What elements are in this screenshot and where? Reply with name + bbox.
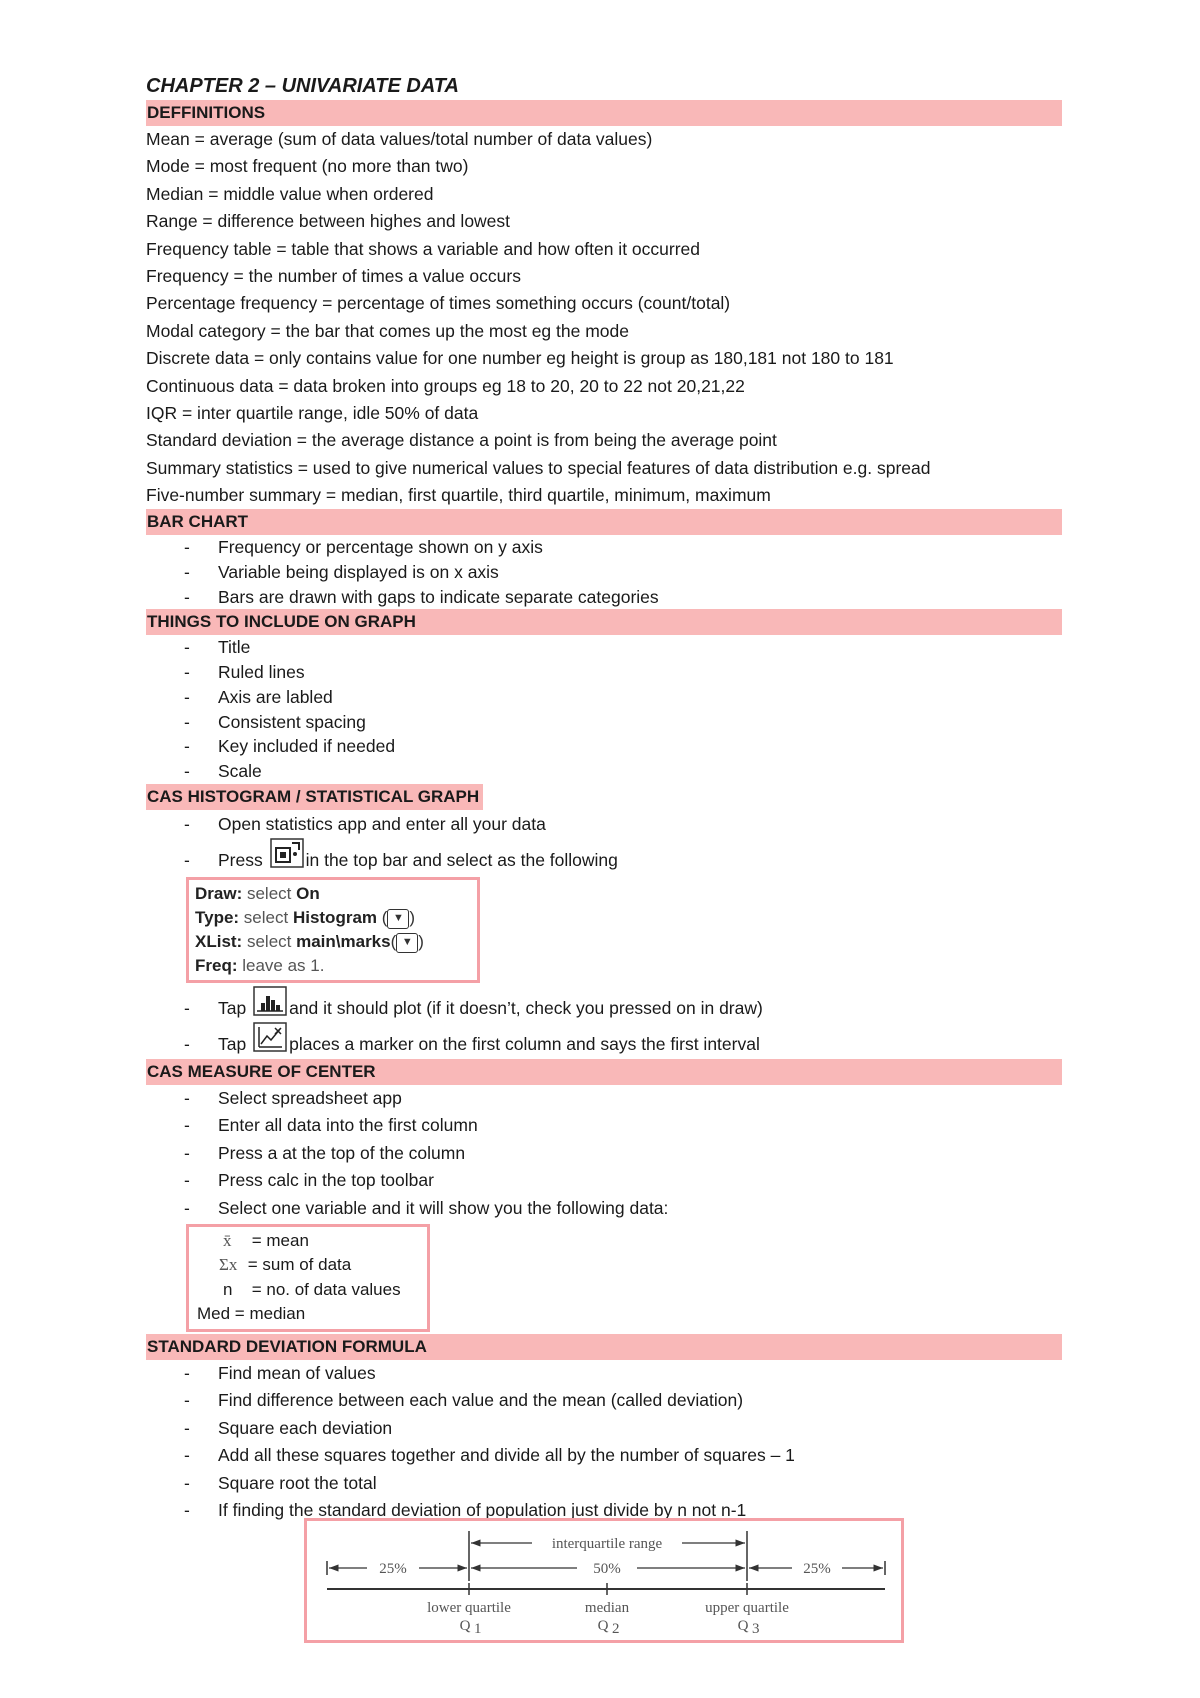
list-item-text: Bars are drawn with gaps to indicate separate categories: [218, 586, 659, 607]
list-item: [146, 1442, 1062, 1469]
q2-symbol: Q: [597, 1618, 609, 1634]
definition-line: Summary statistics = used to give numerical values to special features of data distribution e.g. spread: [146, 457, 931, 478]
list-item: [146, 839, 1062, 875]
list-item: [146, 759, 1062, 784]
settings-row-type: Type: select Histogram ( ▼ ): [195, 908, 416, 928]
list-item: [146, 685, 1062, 710]
summary-stats-box: [186, 1224, 430, 1332]
list-item-text: Ruled lines: [218, 662, 305, 683]
trace-marker-icon: [253, 1022, 287, 1052]
list-item-text: Variable being displayed is on x axis: [218, 562, 499, 583]
stat-symbol: x̄: [223, 1230, 232, 1250]
list-item-text: Tap: [218, 1034, 247, 1055]
definition-line: Median = middle value when ordered: [146, 183, 434, 204]
pct-mid-label: 50%: [593, 1561, 621, 1577]
stat-symbol: n: [223, 1279, 233, 1299]
list-item: [146, 535, 1062, 560]
dropdown-arrow-icon: ▼: [387, 909, 409, 929]
list-item-text: Consistent spacing: [218, 711, 366, 732]
definition-line: Frequency = the number of times a value occurs: [146, 265, 521, 286]
list-item: [146, 1112, 1062, 1139]
dash-bullet: -: [184, 662, 190, 683]
std-dev-list: [146, 1360, 1062, 1524]
histogram-plot-icon: [253, 986, 287, 1016]
dash-bullet: -: [184, 1034, 190, 1055]
settings-row-draw: [195, 882, 471, 906]
dash-bullet: -: [184, 1115, 190, 1136]
list-item-text: Enter all data into the first column: [218, 1115, 478, 1136]
definition-line: Discrete data = only contains value for one number eg height is group as 180,181 not 180 to 181: [146, 348, 894, 369]
list-item-text: places a marker on the first column and says the first interval: [289, 1034, 760, 1055]
stat-row: [197, 1229, 421, 1254]
list-item-text: Press: [218, 850, 263, 871]
dash-bullet: -: [184, 1417, 190, 1438]
dash-bullet: -: [184, 1170, 190, 1191]
stat-symbol: Σx: [219, 1255, 238, 1275]
list-item-text: Open statistics app and enter all your data: [218, 814, 546, 835]
dash-bullet: -: [184, 998, 190, 1019]
q3-symbol: Q: [737, 1618, 749, 1634]
list-item: [146, 987, 1062, 1023]
setting-label: Type:: [195, 908, 240, 928]
stat-text: = sum of data: [243, 1255, 352, 1275]
dash-bullet: -: [184, 1499, 190, 1520]
setting-text: leave as: [237, 956, 311, 976]
list-item-text: Find mean of values: [218, 1362, 376, 1383]
setting-option: On: [296, 884, 320, 904]
list-item: [146, 710, 1062, 735]
list-item-text: Title: [218, 637, 251, 658]
stat-text: = no. of data values: [247, 1279, 401, 1299]
definition-line: Modal category = the bar that comes up the most eg the mode: [146, 320, 629, 341]
stat-row: [197, 1278, 421, 1303]
list-item: [146, 560, 1062, 585]
cas-histogram-list-2: [146, 987, 1062, 1059]
list-item-text: in the top bar and select as the following: [305, 850, 618, 871]
list-item: [146, 1167, 1062, 1194]
section-heading-cas-histogram: CAS HISTOGRAM / STATISTICAL GRAPH: [146, 784, 483, 810]
list-item: [146, 1415, 1062, 1442]
dash-bullet: -: [184, 686, 190, 707]
list-item-text: Key included if needed: [218, 736, 396, 757]
cas-histogram-list: [146, 810, 1062, 875]
setting-option: 1: [310, 956, 320, 976]
setting-label: Freq:: [195, 956, 238, 976]
definition-line: Standard deviation = the average distance a point is from being the average point: [146, 430, 777, 451]
dash-bullet: -: [184, 1142, 190, 1163]
setting-label: XList:: [195, 932, 243, 952]
list-item: [146, 585, 1062, 610]
setting-option: Histogram: [292, 908, 378, 928]
stat-text: = mean: [247, 1230, 309, 1250]
definition-line: IQR = inter quartile range, idle 50% of data: [146, 402, 479, 423]
dash-bullet: -: [184, 736, 190, 757]
setting-text: .: [319, 956, 325, 976]
cas-center-list: [146, 1085, 1062, 1222]
section-heading-graph-include: THINGS TO INCLUDE ON GRAPH: [146, 609, 1062, 635]
list-item-text: Tap: [218, 998, 247, 1019]
list-item: [146, 660, 1062, 685]
dash-bullet: -: [184, 711, 190, 732]
definition-line: Range = difference between highes and lowest: [146, 211, 511, 232]
stat-text: = median: [230, 1304, 306, 1324]
bar-chart-list: [146, 535, 1062, 609]
dash-bullet: -: [184, 1472, 190, 1493]
list-item-text: Add all these squares together and divide all by the number of squares – 1: [218, 1445, 795, 1466]
q1-subscript: 1: [474, 1621, 482, 1637]
list-item-text: Scale: [218, 761, 262, 782]
definition-line: Mean = average (sum of data values/total number of data values): [146, 129, 653, 149]
list-item: [146, 810, 1062, 839]
list-item: [146, 734, 1062, 759]
stat-row: [197, 1253, 421, 1278]
dash-bullet: -: [184, 1390, 190, 1411]
list-item: [146, 1085, 1062, 1112]
list-item: [146, 1360, 1062, 1387]
list-item-text: Press calc in the top toolbar: [218, 1170, 434, 1191]
stat-symbol: Med: [197, 1304, 231, 1324]
list-item: [146, 635, 1062, 660]
section-heading-bar-chart: BAR CHART: [146, 509, 1062, 535]
section-heading-definitions: DEFFINITIONS: [146, 100, 1062, 126]
dash-bullet: -: [184, 537, 190, 558]
q1-symbol: Q: [459, 1618, 471, 1634]
quartile-diagram: [304, 1518, 904, 1643]
setting-text: select: [239, 908, 293, 928]
setting-label: Draw:: [195, 884, 243, 904]
graph-include-list: [146, 635, 1062, 784]
definitions-list: [146, 126, 1062, 509]
dash-bullet: -: [184, 1088, 190, 1109]
settings-row-xlist: XList: select main\marks( ▼ ): [195, 932, 424, 952]
settings-row-freq: [195, 954, 471, 978]
dash-bullet: -: [184, 1445, 190, 1466]
list-item: [146, 1140, 1062, 1167]
page-title: CHAPTER 2 – UNIVARIATE DATA: [146, 75, 459, 97]
list-item-text: Axis are labled: [218, 686, 333, 707]
list-item: [146, 1470, 1062, 1497]
setting-text: select: [242, 932, 297, 952]
q3-subscript: 3: [752, 1621, 760, 1637]
list-item-text: Square each deviation: [218, 1417, 393, 1438]
dash-bullet: -: [184, 637, 190, 658]
document-page: [146, 72, 1062, 1524]
section-heading-cas-center: CAS MEASURE OF CENTER: [146, 1059, 1062, 1085]
setting-option: main\marks: [296, 932, 391, 952]
lower-quartile-label: lower quartile: [427, 1600, 511, 1616]
dash-bullet: -: [184, 814, 190, 835]
dash-bullet: -: [184, 562, 190, 583]
list-item-text: Square root the total: [218, 1472, 377, 1493]
graph-settings-icon: [270, 838, 304, 868]
list-item: [146, 1387, 1062, 1414]
dash-bullet: -: [184, 850, 190, 871]
dash-bullet: -: [184, 586, 190, 607]
list-item-text: Press a at the top of the column: [218, 1142, 466, 1163]
dropdown-arrow-icon: ▼: [396, 933, 418, 953]
histogram-settings-box: [186, 877, 480, 983]
median-label: median: [584, 1600, 630, 1616]
list-item-text: and it should plot (if it doesn’t, check you pressed on in draw): [289, 998, 763, 1019]
pct-right-label: 25%: [803, 1561, 831, 1577]
quartile-diagram-svg: [307, 1521, 901, 1640]
definition-line: Five-number summary = median, first quartile, third quartile, minimum, maximum: [146, 485, 771, 506]
list-item: [146, 1023, 1062, 1059]
list-item-text: Frequency or percentage shown on y axis: [218, 537, 543, 558]
definition-line: Mode = most frequent (no more than two): [146, 156, 469, 177]
upper-quartile-label: upper quartile: [705, 1600, 789, 1616]
iqr-label: interquartile range: [551, 1536, 663, 1552]
setting-text: select: [242, 884, 297, 904]
q2-subscript: 2: [612, 1621, 620, 1637]
dash-bullet: -: [184, 761, 190, 782]
definition-line: Percentage frequency = percentage of times something occurs (count/total): [146, 293, 731, 314]
list-item: [146, 1195, 1062, 1222]
dash-bullet: -: [184, 1362, 190, 1383]
section-heading-std-dev: STANDARD DEVIATION FORMULA: [146, 1334, 1062, 1360]
dash-bullet: -: [184, 1197, 190, 1218]
list-item-text: Select spreadsheet app: [218, 1088, 402, 1109]
list-item-text: Select one variable and it will show you the following data:: [218, 1197, 669, 1218]
stat-row: [197, 1302, 421, 1327]
list-item-text: Find difference between each value and the mean (called deviation): [218, 1390, 744, 1411]
definition-line: Continuous data = data broken into groups eg 18 to 20, 20 to 22 not 20,21,22: [146, 375, 745, 396]
pct-left-label: 25%: [379, 1561, 407, 1577]
definition-line: Frequency table = table that shows a variable and how often it occurred: [146, 238, 701, 259]
list-item-text: If finding the standard deviation of population just divide by n not n-1: [218, 1499, 747, 1520]
